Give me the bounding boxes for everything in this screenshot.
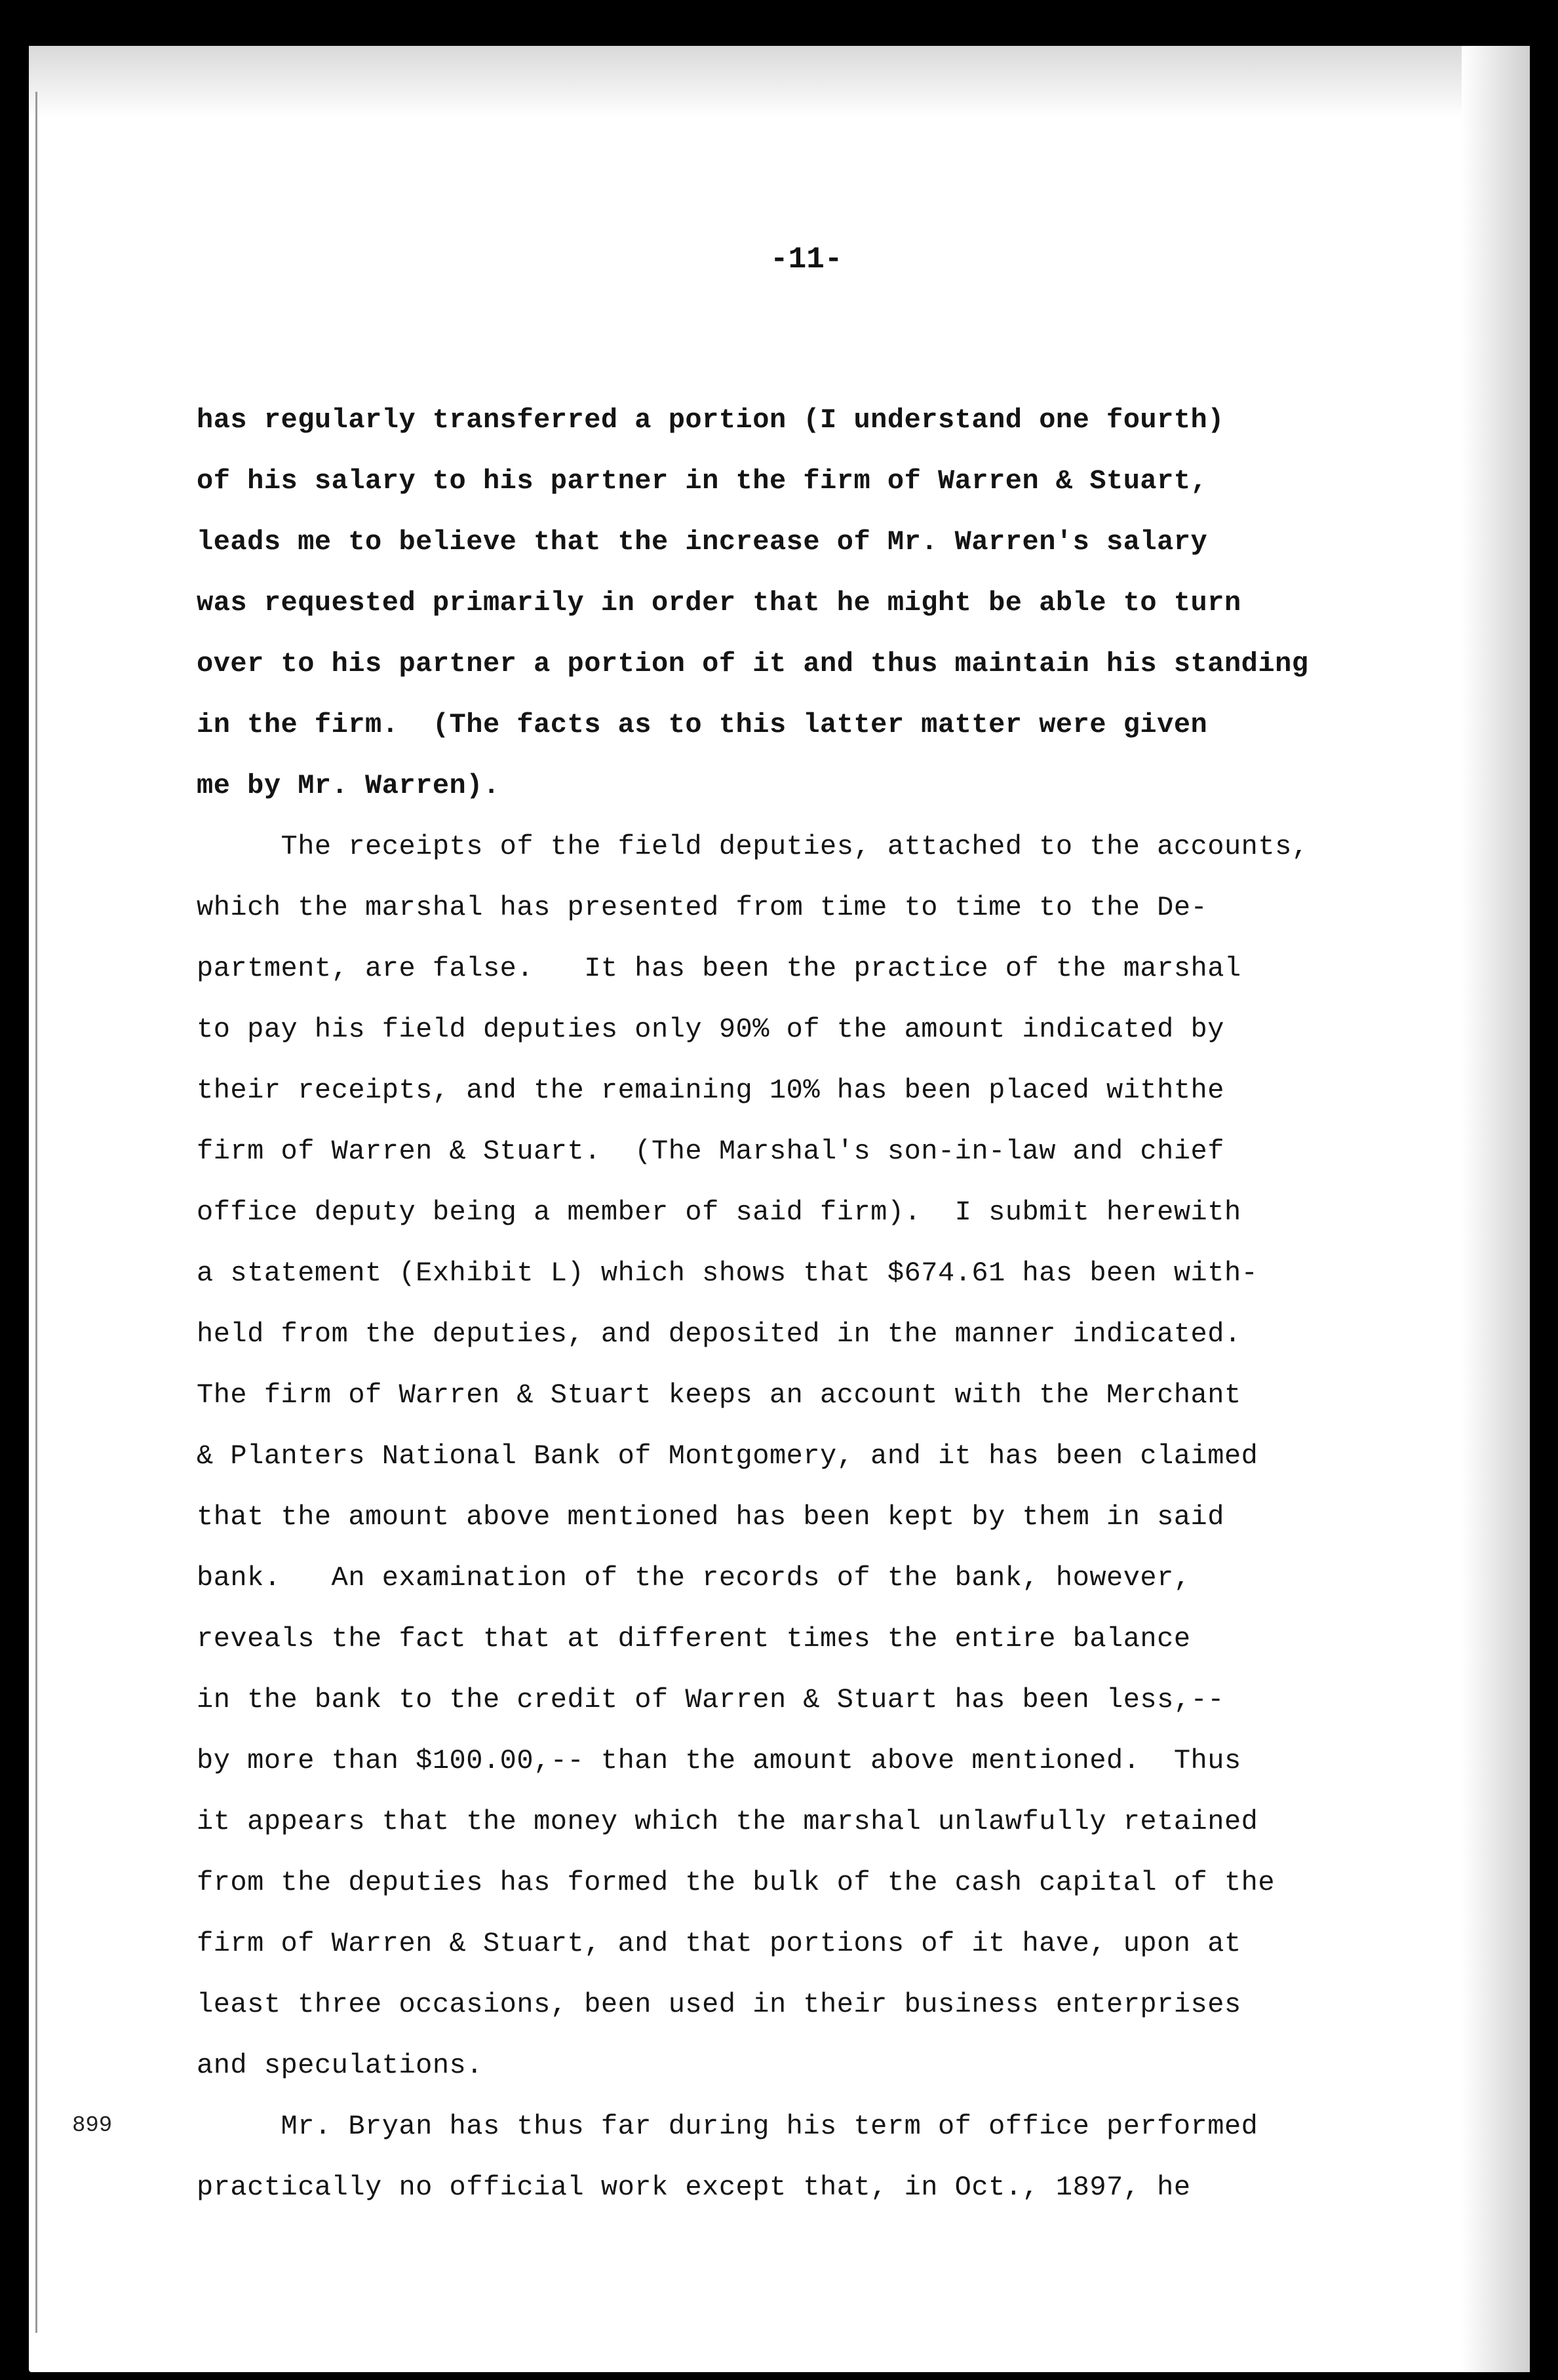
text-line: has regularly transferred a portion (I understand one fourth) (197, 404, 1224, 436)
text-line: a statement (Exhibit L) which shows that $674.61 has been with- (197, 1257, 1258, 1289)
text-line: in the bank to the credit of Warren & Stuart has been less,-- (197, 1684, 1224, 1716)
text-line: office deputy being a member of said firm). I submit herewith (197, 1197, 1241, 1228)
text-line: by more than $100.00,-- than the amount above mentioned. Thus (197, 1745, 1241, 1776)
text-line: firm of Warren & Stuart, and that portions of it have, upon at (197, 1928, 1241, 1959)
body-text (197, 390, 1409, 2218)
text-line: was requested primarily in order that he might be able to turn (197, 587, 1241, 619)
text-line: practically no official work except that, in Oct., 1897, he (197, 2172, 1191, 2203)
text-line: it appears that the money which the marshal unlawfully retained (197, 1806, 1258, 1837)
text-line: held from the deputies, and deposited in the manner indicated. (197, 1318, 1241, 1350)
scan-top-shadow (29, 46, 1530, 118)
text-line: The firm of Warren & Stuart keeps an account with the Merchant (197, 1379, 1241, 1411)
text-line: firm of Warren & Stuart. (The Marshal's son-in-law and chief (197, 1136, 1224, 1167)
text-line: and speculations. (197, 2050, 483, 2081)
text-line: which the marshal has presented from time to time to the De- (197, 892, 1208, 923)
scan-right-shadow (1462, 46, 1530, 2372)
text-line: & Planters National Bank of Montgomery, and it has been claimed (197, 1440, 1258, 1472)
margin-note: 899 (72, 2113, 113, 2138)
text-line: from the deputies has formed the bulk of the cash capital of the (197, 1867, 1276, 1898)
text-line: partment, are false. It has been the practice of the marshal (197, 953, 1241, 984)
text-line: to pay his field deputies only 90% of the amount indicated by (197, 1014, 1224, 1045)
text-line: least three occasions, been used in their business enterprises (197, 1989, 1241, 2020)
text-line: that the amount above mentioned has been kept by them in said (197, 1501, 1224, 1533)
page-number: -11- (770, 242, 843, 277)
text-line: over to his partner a portion of it and thus maintain his standing (197, 648, 1309, 680)
text-line: their receipts, and the remaining 10% has been placed withthe (197, 1075, 1224, 1106)
text-line: The receipts of the field deputies, attached to the accounts, (197, 831, 1309, 862)
text-line: in the firm. (The facts as to this latter matter were given (197, 709, 1208, 740)
text-line: leads me to believe that the increase of Mr. Warren's salary (197, 526, 1208, 558)
scan-left-edge (35, 92, 37, 2333)
text-line: Mr. Bryan has thus far during his term of office performed (197, 2111, 1258, 2142)
text-line: bank. An examination of the records of the bank, however, (197, 1562, 1191, 1594)
text-line: me by Mr. Warren). (197, 770, 500, 801)
text-line: reveals the fact that at different times the entire balance (197, 1623, 1191, 1655)
text-line: of his salary to his partner in the firm of Warren & Stuart, (197, 465, 1208, 497)
